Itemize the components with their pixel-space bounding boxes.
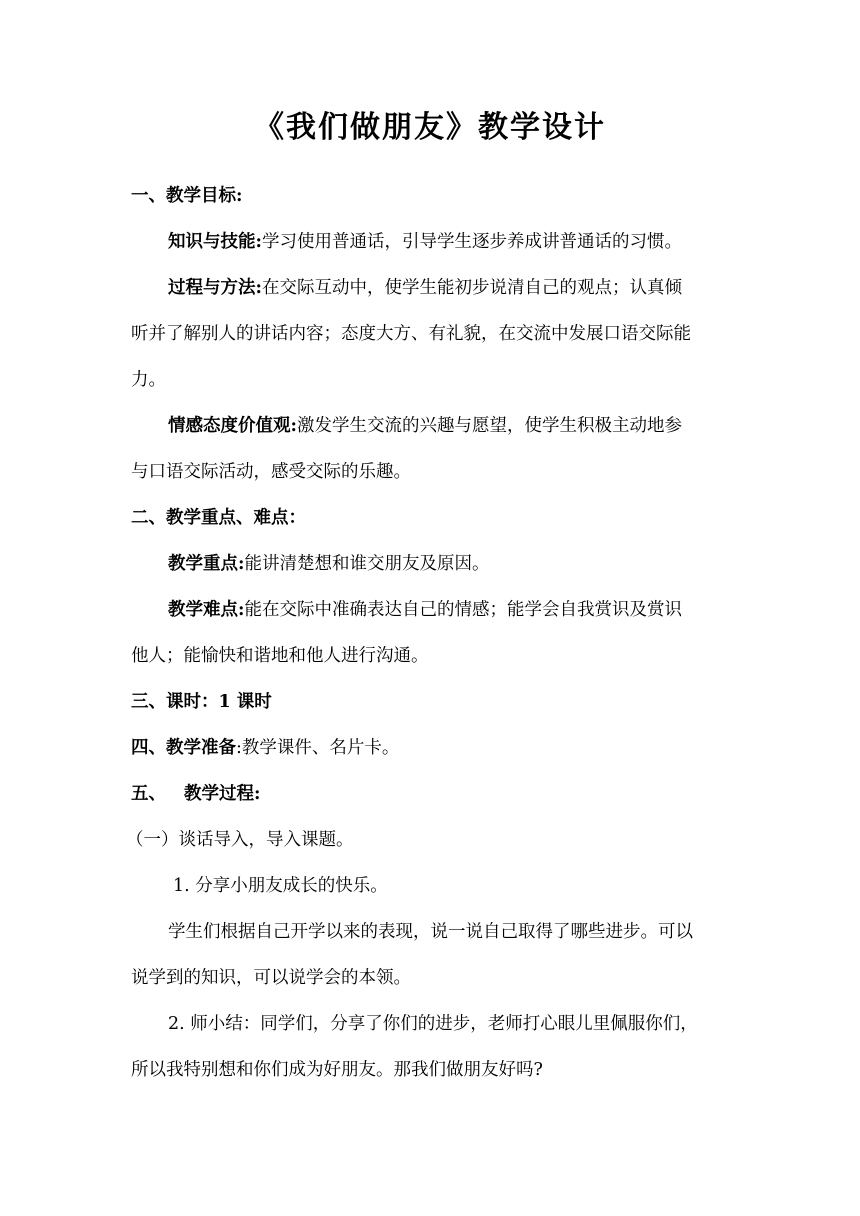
section-heading-class-hours: 三、课时：1 课时 — [131, 692, 272, 712]
list-item-2-line-2: 所以我特别想和你们成为好朋友。那我们做朋友好吗? — [131, 1060, 543, 1080]
label-difficulty: 教学难点: — [168, 600, 245, 620]
paragraph-share-line-1: 学生们根据自己开学以来的表现，说一说自己取得了哪些进步。可以 — [168, 922, 693, 942]
section-heading-objectives: 一、教学目标: — [131, 186, 243, 206]
subsection-heading-intro: （一）谈话导入，导入课题。 — [126, 830, 354, 850]
paragraph-emotion-line-2: 与口语交际活动，感受交际的乐趣。 — [131, 462, 411, 482]
paragraph-difficulty-line-2: 他人；能愉快和谐地和他人进行沟通。 — [131, 646, 429, 666]
text-key-point: 能讲清楚想和谁交朋友及原因。 — [244, 554, 490, 574]
list-item-2-line-1: 2. 师小结：同学们，分享了你们的进步，老师打心眼儿里佩服你们， — [168, 1014, 698, 1034]
text-difficulty-1: 能在交际中准确表达自己的情感；能学会自我赏识及赏识 — [244, 600, 682, 620]
section-heading-process — [131, 779, 735, 809]
paragraph-process-line-3: 力。 — [131, 370, 166, 390]
section-number-process: 五、 — [131, 784, 166, 804]
document-body — [126, 181, 735, 1101]
document-title: 《我们做朋友》教学设计 — [254, 110, 606, 145]
paragraph-process-line-1 — [131, 273, 735, 303]
paragraph-share-line-2: 说学到的知识，可以说学会的本领。 — [131, 968, 411, 988]
section-heading-preparation: 四、教学准备 — [131, 738, 236, 758]
section-heading-key-points: 二、教学重点、难点： — [131, 508, 306, 528]
paragraph-emotion-line-1 — [131, 411, 735, 441]
text-knowledge: 学习使用普通话，引导学生逐步养成讲普通话的习惯。 — [261, 232, 682, 252]
paragraph-process-line-2: 听并了解别人的讲话内容；态度大方、有礼貌，在交流中发展口语交际能 — [131, 324, 691, 344]
section-title-process: 教学过程: — [184, 784, 261, 804]
section-preparation — [131, 733, 735, 763]
label-emotion: 情感态度价值观: — [168, 416, 297, 436]
paragraph-key-point — [131, 549, 735, 579]
text-emotion-1: 激发学生交流的兴趣与愿望，使学生积极主动地参 — [296, 416, 682, 436]
label-knowledge: 知识与技能: — [168, 232, 262, 252]
list-item-1: 1. 分享小朋友成长的快乐。 — [173, 876, 388, 896]
text-process-1: 在交际互动中，使学生能初步说清自己的观点；认真倾 — [261, 278, 682, 298]
label-process: 过程与方法: — [168, 278, 262, 298]
text-preparation: :教学课件、名片卡。 — [236, 738, 400, 758]
paragraph-difficulty-line-1 — [131, 595, 735, 625]
label-key-point: 教学重点: — [168, 554, 245, 574]
paragraph-knowledge — [131, 227, 735, 257]
